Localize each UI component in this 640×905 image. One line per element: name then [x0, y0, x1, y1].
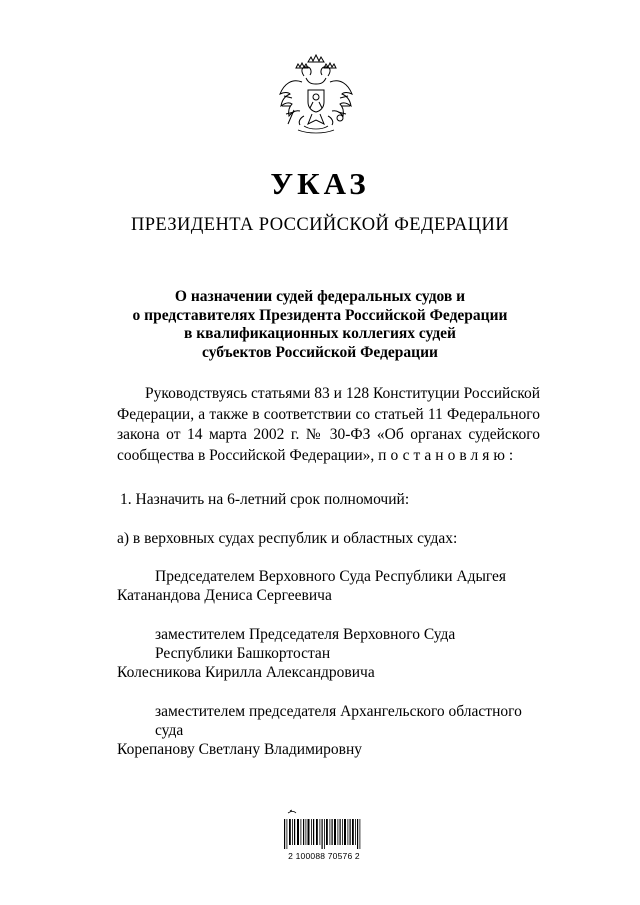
- appointment-position: суда: [155, 722, 184, 739]
- russian-coat-of-arms-icon: [274, 52, 358, 144]
- appointment-position: заместителем председателя Архангельского областного: [155, 703, 522, 720]
- preamble-paragraph: [117, 384, 540, 466]
- subject-line: о представителях Президента Российской Федерации: [132, 306, 508, 324]
- subject-line: в квалификационных коллегиях судей: [184, 325, 456, 342]
- subject-line: О назначении судей федеральных судов и: [174, 288, 466, 305]
- barcode-number: 2 100088 70576 2: [288, 851, 360, 861]
- subject-line: субъектов Российской Федерации: [202, 343, 438, 361]
- preamble-line: Руководствуясь статьями 83 и 128 Конституции Российской: [145, 385, 540, 402]
- preamble-line: Федерации, а также в соответствии со статьей 11 Федерального: [117, 405, 540, 423]
- item-a: а) в верховных судах республик и областных судах:: [117, 530, 458, 547]
- document-subject: [120, 288, 520, 362]
- document-type-title: УКАЗ: [270, 166, 370, 201]
- appointment-position: Председателем Верховного Суда Республики Адыгея: [155, 568, 507, 585]
- appointment-person: Колесникова Кирилла Александровича: [117, 664, 375, 681]
- appointment-person: Корепанову Светлану Владимировну: [117, 741, 363, 758]
- preamble-text: сообщества в Российской Федерации»,: [117, 446, 379, 464]
- issuer-subtitle: ПРЕЗИДЕНТА РОССИЙСКОЙ ФЕДЕРАЦИИ: [130, 215, 510, 235]
- appointment-position: заместителем Председателя Верховного Суда: [155, 626, 456, 643]
- preamble-line: закона от 14 марта 2002 г. № 30-ФЗ «Об органах судейского: [117, 426, 540, 443]
- item-1: 1. Назначить на 6-летний срок полномочий:: [120, 491, 410, 508]
- appointment-position: Республики Башкортостан: [155, 645, 331, 662]
- appointment-person: Катанандова Дениса Сергеевича: [117, 587, 332, 604]
- preamble-line-last: [117, 446, 540, 467]
- decree-verb: постановляю:: [378, 446, 518, 464]
